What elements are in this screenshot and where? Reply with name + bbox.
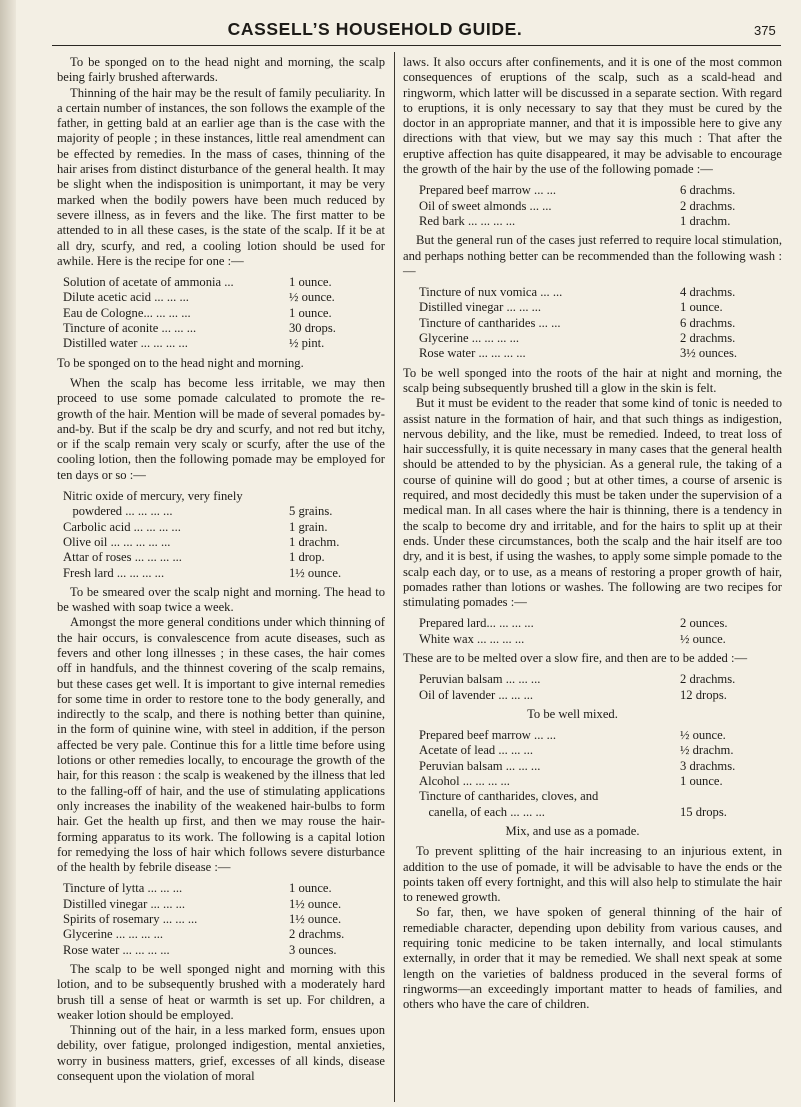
recipe-ingredient <box>63 336 385 351</box>
paragraph: laws. It also occurs after confinements, and it is one of the most common consequences of eruptions of the scalp, such as a scald-head and ringworm, which latter will be discussed in a separate section. With regard to eruptions, it is only necessary to say that they must be cured by the doctor in an appropriate manner, and that it is impossible here to give any directions with that view, but we may say this much : That after the eruptive affection has quite disappeared, it may be advisable to encourage the growth of the hair by the use of the following pomade :— <box>403 55 782 177</box>
leader-dots: ... ... <box>530 183 557 198</box>
ingredient-quantity: 30 drops. <box>289 321 336 336</box>
ingredient-quantity <box>289 489 385 504</box>
ingredient-name: Peruvian balsam <box>419 758 503 773</box>
ingredient-line <box>63 290 289 305</box>
recipe-ingredient <box>419 743 782 758</box>
leader-dots: ... ... ... <box>495 687 534 702</box>
recipe-ingredient <box>63 504 385 519</box>
ingredient-line <box>419 300 680 315</box>
ingredient-line <box>419 743 680 758</box>
leader-dots: ... ... ... <box>147 896 186 911</box>
ingredient-quantity: 1 ounce. <box>289 275 332 290</box>
leader-dots: ... ... ... <box>495 743 533 758</box>
paragraph: But it must be evident to the reader that some kind of tonic is needed to assist nature in the formation of hair, and that such things as indigestion, nervous debility, and the like, must be remedied. Indeed, to treat loss of hair successfully, it is quite necessary in many cases that the general health should be attended to by the physician. As a general rule, the taking of a course of quinine will do good ; but at other times, a course of arsenic is required, and most decidedly this must be taken under the supervision of a medical man. In all cases where the hair is thinning, there is a tendency in the scalp to become dry and irritable, and for the hairs to split up at their ends. Under these circumstances, both the scalp and the hair itself are too dry, and it is best, if using the washes, to apply some simple pomade to the scalp each day, or to use, as a means of restoring a proper growth of hair, pomades rather than lotions or washes. The following are two recipes for stimulating pomades :— <box>403 396 782 610</box>
ingredient-line <box>63 306 289 321</box>
recipe-ingredient <box>419 300 782 315</box>
leader-dots: ... ... <box>526 198 552 213</box>
ingredient-quantity: 5 grains. <box>289 504 333 519</box>
ingredient-name: Tincture of aconite <box>63 321 159 336</box>
paragraph: These are to be melted over a slow fire, and then are to be added :— <box>403 650 748 665</box>
recipe-ingredient <box>419 805 782 820</box>
ingredient-quantity: 3 drachms. <box>680 758 736 773</box>
recipe-ingredient <box>419 616 782 631</box>
ingredient-line <box>419 199 680 214</box>
ingredient-line <box>419 688 680 703</box>
ingredient-quantity: 1½ ounce. <box>289 896 342 911</box>
recipe-list <box>57 275 385 351</box>
leader-dots: ... ... ... <box>150 336 188 351</box>
ingredient-name: Prepared lard... <box>419 616 496 631</box>
ingredient-quantity: 4 drachms. <box>680 285 736 300</box>
ingredient-name: White wax <box>419 631 474 646</box>
ingredient-name: Distilled water ... <box>63 336 151 351</box>
recipe-list <box>403 616 782 647</box>
ingredient-quantity: 6 drachms. <box>680 315 736 330</box>
ingredient-line <box>419 805 680 820</box>
paragraph: Amongst the more general conditions under which thinning of the hair occurs, is convalescence from acute diseases, such as fevers and other long illnesses ; in these cases, the hair comes off in handfuls, and the thinnest covering of the scalp remains, but these cases get well. It is important to give internal remedies for some time in order to restore tone to the body generally, and indirectly to the scalp, and there is nothing better than quinine, in the form of quinine wine, with steel in addition, if the person affected be very pale. Continue this for a little time before using lotions or other remedies locally, to encourage the growth of the hair, for this reason : the scalp is weakened by the illness that led to the falling-off of hair, and the use of stimulating applications only increases the inability of the weakened hair-bulbs to form hair. Get the health up first, and then we may rouse the hair-forming apparatus to its work. The following is a capital lotion for remedying the loss of hair which follows severe disturbance of the health by febrile disease :— <box>57 615 385 875</box>
ingredient-quantity: ½ ounce. <box>289 290 335 305</box>
ingredient-name: canella, of each <box>419 804 508 819</box>
leader-dots: ... ... ... ... <box>131 550 182 565</box>
ingredient-quantity: 1 drachm. <box>289 534 340 549</box>
ingredient-name: Glycerine <box>63 927 113 942</box>
ingredient-quantity: 2 drachms. <box>680 198 736 213</box>
leader-dots: ... ... ... <box>159 912 198 927</box>
leader-dots: ... ... ... <box>144 881 183 896</box>
leader-dots: ... ... ... ... <box>475 346 526 361</box>
leader-dots: ... ... ... ... <box>473 631 525 646</box>
recipe-ingredient <box>419 759 782 774</box>
ingredient-line <box>63 275 289 290</box>
ingredient-quantity: 2 drachms. <box>289 927 345 942</box>
ingredient-line <box>419 616 680 631</box>
ingredient-name: Acetate of lead <box>419 743 496 758</box>
ingredient-quantity: 6 drachms. <box>680 183 736 198</box>
ingredient-quantity: 1½ ounce. <box>289 565 342 580</box>
ingredient-line <box>63 336 289 351</box>
ingredient-name: Peruvian balsam <box>419 672 503 687</box>
recipe-note: To be well mixed. <box>527 706 618 721</box>
recipe-instruction: To be sponged on to the head night and morning. <box>57 355 304 370</box>
ingredient-quantity: 1 ounce. <box>289 881 332 896</box>
ingredient-name: Solution of acetate of ammonia <box>63 275 222 290</box>
recipe-ingredient <box>419 774 782 789</box>
ingredient-line <box>419 346 680 361</box>
recipe-ingredient <box>419 285 782 300</box>
recipe-ingredient <box>419 331 782 346</box>
ingredient-line <box>419 789 680 804</box>
ingredient-quantity: ½ drachm. <box>680 743 734 758</box>
paragraph: To be sponged on to the head night and morning, the scalp being fairly brushed afterwards. <box>57 55 385 85</box>
leader-dots: ... ... ... ... <box>112 927 164 942</box>
leader-dots: ... ... ... ... <box>113 565 165 580</box>
right-column <box>403 55 782 1013</box>
recipe-note: Mix, and use as a pomade. <box>505 823 640 838</box>
leader-dots: ... ... <box>537 285 563 300</box>
ingredient-name: Eau de Cologne... <box>63 305 153 320</box>
ingredient-name: Tincture of nux vomica <box>419 285 538 300</box>
ingredient-line <box>419 285 680 300</box>
leader-dots: ... ... ... ... <box>464 213 516 228</box>
ingredient-quantity: 1 ounce. <box>289 305 332 320</box>
ingredient-line <box>419 316 680 331</box>
recipe-ingredient <box>419 632 782 647</box>
ingredient-quantity: 2 ounces. <box>680 616 728 631</box>
recipe-ingredient <box>419 688 782 703</box>
recipe-list <box>57 489 385 581</box>
leader-dots: ... ... ... <box>502 758 541 773</box>
ingredient-name: Prepared beef marrow <box>419 728 531 743</box>
ingredient-name: Tincture of lytta <box>63 881 145 896</box>
ingredient-quantity: 1 grain. <box>289 519 328 534</box>
leader-dots: ... ... ... ... <box>120 534 171 549</box>
ingredient-line <box>63 504 289 519</box>
ingredient-quantity: ½ ounce. <box>680 728 726 743</box>
ingredient-line <box>63 943 289 958</box>
recipe-ingredient <box>63 489 385 504</box>
paragraph: Thinning out of the hair, in a less marked form, ensues upon debility, over fatigue, prolonged indigestion, mental anxieties, worry in business matters, grief, excesses of all kinds, disease consequent upon the violation of moral <box>57 1023 385 1083</box>
ingredient-line <box>63 881 289 896</box>
ingredient-quantity: 1 ounce. <box>680 774 723 789</box>
recipe-ingredient <box>63 520 385 535</box>
recipe-ingredient <box>63 881 385 896</box>
ingredient-line <box>63 897 289 912</box>
paragraph: To be well sponged into the roots of the hair at night and morning, the scalp being subsequently brushed till a glow in the skin is felt. <box>403 365 782 395</box>
ingredient-quantity: ½ pint. <box>289 336 325 351</box>
leader-dots: ... ... ... ... <box>122 504 173 519</box>
ingredient-name: Rose water <box>63 942 120 957</box>
leader-dots: ... ... ... <box>507 804 545 819</box>
leader-dots: ... ... ... ... <box>468 331 520 346</box>
running-head: CASSELL’S HOUSEHOLD GUIDE. <box>227 19 523 39</box>
leader-dots: ... <box>221 275 234 290</box>
recipe-ingredient <box>63 550 385 565</box>
recipe-list <box>403 728 782 820</box>
leader-dots: ... ... ... <box>495 616 534 631</box>
ingredient-line <box>419 331 680 346</box>
ingredient-line <box>63 912 289 927</box>
leader-dots: ... ... ... <box>158 321 197 336</box>
paragraph: But the general run of the cases just referred to require local stimulation, and perhaps nothing better can be recommended than the following wash :— <box>403 233 782 278</box>
recipe-list <box>403 672 782 703</box>
column-divider <box>394 52 395 1102</box>
ingredient-quantity: 1 ounce. <box>680 300 723 315</box>
paragraph: When the scalp has become less irritable, we may then proceed to use some pomade calculated to promote the re-growth of the hair. Mention will be made of several pomades by-and-by. But if the scalp be dry and scurfy, and not red but itchy, or if the scalp remain very scaly or scurfy, after the use of the cooling lotion, then the following pomade may be employed for ten days or so :— <box>57 375 385 482</box>
leader-dots: ... ... ... <box>151 290 189 305</box>
leader-dots: ... ... <box>535 315 561 330</box>
paragraph: To prevent splitting of the hair increasing to an injurious extent, in addition to the use of pomade, it will be advisable to have the ends or the points taken off every fortnight, and this will also help to stimulate the hair to renewed growth. <box>403 844 782 905</box>
ingredient-name: Oil of lavender <box>419 687 496 702</box>
ingredient-name: Carbolic acid <box>63 519 131 534</box>
recipe-ingredient <box>63 566 385 581</box>
recipe-list <box>403 285 782 361</box>
leader-dots: ... ... ... ... <box>459 774 510 789</box>
paragraph: Thinning of the hair may be the result of family peculiarity. In a certain number of instances, the son follows the example of the father, in getting bald at an earlier age than is the case with the majority of people ; in these instances, little real amendment can be effected by remedies. In the mass of cases, thinning of the hair arises from distinct disturbance of the general health. It may be slight when the indisposition is unimportant, it may be very marked when the bodily powers have been much reduced by severe illness, as in fevers and the like. The first matter to be attended to in all these cases, is the state of the scalp. If it be at all dry, scurfy, and red, a cooling lotion should be used for awhile. Here is the recipe for one :— <box>57 85 385 268</box>
recipe-ingredient <box>63 290 385 305</box>
leader-dots: ... ... ... ... <box>130 519 181 534</box>
leader-dots: ... ... ... ... <box>119 942 170 957</box>
ingredient-line <box>419 774 680 789</box>
ingredient-line <box>63 520 289 535</box>
ingredient-name: Oil of sweet almonds <box>419 198 527 213</box>
ingredient-name: Dilute acetic acid <box>63 290 152 305</box>
ingredient-line <box>419 672 680 687</box>
ingredient-quantity: 3½ ounces. <box>680 346 738 361</box>
ingredient-name: Spirits of rosemary <box>63 912 160 927</box>
ingredient-line <box>419 632 680 647</box>
ingredient-name: Distilled vinegar <box>63 896 148 911</box>
recipe-ingredient <box>419 214 782 229</box>
recipe-ingredient <box>419 789 782 804</box>
ingredient-quantity: 1 drachm. <box>680 213 731 228</box>
ingredient-name: Fresh lard <box>63 565 114 580</box>
recipe-ingredient <box>419 672 782 687</box>
ingredient-quantity: 15 drops. <box>680 804 727 819</box>
ingredient-name: Olive oil ... <box>63 534 121 549</box>
paragraph: To be smeared over the scalp night and morning. The head to be washed with soap twice a week. <box>57 584 385 615</box>
ingredient-quantity: 2 drachms. <box>680 331 736 346</box>
ingredient-quantity <box>680 789 782 804</box>
ingredient-name: powdered <box>63 504 123 519</box>
ingredient-line <box>63 927 289 942</box>
ingredient-line <box>419 759 680 774</box>
leader-dots: ... ... ... <box>152 305 191 320</box>
paragraph: So far, then, we have spoken of general thinning of the hair of remediable character, depending upon debility from various causes, and requiring tonic medicine to be taken internally, and local stimulants externally, in order that it may be remedied. We shall next speak at some length on the varieties of baldness produced in the several forms of ringworms—an exceedingly important matter to heads of families, and others who have the care of children. <box>403 905 782 1012</box>
recipe-ingredient <box>419 316 782 331</box>
ingredient-line <box>419 183 680 198</box>
recipe-list <box>57 881 385 957</box>
recipe-ingredient <box>63 275 385 290</box>
recipe-ingredient <box>419 199 782 214</box>
ingredient-name: Glycerine <box>419 331 469 346</box>
recipe-ingredient <box>419 183 782 198</box>
ingredient-line <box>419 728 680 743</box>
recipe-ingredient <box>63 912 385 927</box>
recipe-list <box>403 183 782 229</box>
recipe-ingredient <box>63 943 385 958</box>
ingredient-quantity: 1 drop. <box>289 550 325 565</box>
ingredient-line <box>63 550 289 565</box>
ingredient-name: Tincture of cantharides, cloves, and <box>419 789 599 804</box>
recipe-ingredient <box>419 346 782 361</box>
ingredient-name: Rose water <box>419 346 476 361</box>
ingredient-name: Tincture of cantharides <box>419 315 536 330</box>
header-rule <box>52 45 781 46</box>
leader-dots: ... ... <box>530 728 557 743</box>
ingredient-name: Alcohol <box>419 774 460 789</box>
ingredient-line <box>63 566 289 581</box>
recipe-ingredient <box>419 728 782 743</box>
recipe-ingredient <box>63 897 385 912</box>
left-column <box>57 55 385 1084</box>
ingredient-line <box>63 321 289 336</box>
page-number: 375 <box>754 23 776 38</box>
ingredient-quantity: 12 drops. <box>680 687 727 702</box>
page-edge <box>0 0 16 1107</box>
recipe-ingredient <box>63 927 385 942</box>
ingredient-name: Attar of roses <box>63 550 132 565</box>
ingredient-name: Distilled vinegar <box>419 300 504 315</box>
ingredient-quantity: ½ ounce. <box>680 631 726 646</box>
leader-dots: ... ... ... <box>502 672 541 687</box>
paragraph: The scalp to be well sponged night and morning with this lotion, and to be subsequently brushed with a moderately hard brush till a sense of heat or warmth is set up. For children, a weaker lotion should be employed. <box>57 961 385 1022</box>
ingredient-line <box>63 489 289 504</box>
recipe-ingredient <box>63 535 385 550</box>
ingredient-name: Nitric oxide of mercury, very finely <box>63 489 243 504</box>
ingredient-quantity: 2 drachms. <box>680 672 736 687</box>
recipe-ingredient <box>63 306 385 321</box>
ingredient-quantity: 1½ ounce. <box>289 912 342 927</box>
ingredient-line <box>63 535 289 550</box>
ingredient-name: Prepared beef marrow <box>419 183 531 198</box>
ingredient-name: Red bark <box>419 213 465 228</box>
leader-dots: ... ... ... <box>503 300 542 315</box>
ingredient-line <box>419 214 680 229</box>
ingredient-quantity: 3 ounces. <box>289 942 337 957</box>
recipe-ingredient <box>63 321 385 336</box>
